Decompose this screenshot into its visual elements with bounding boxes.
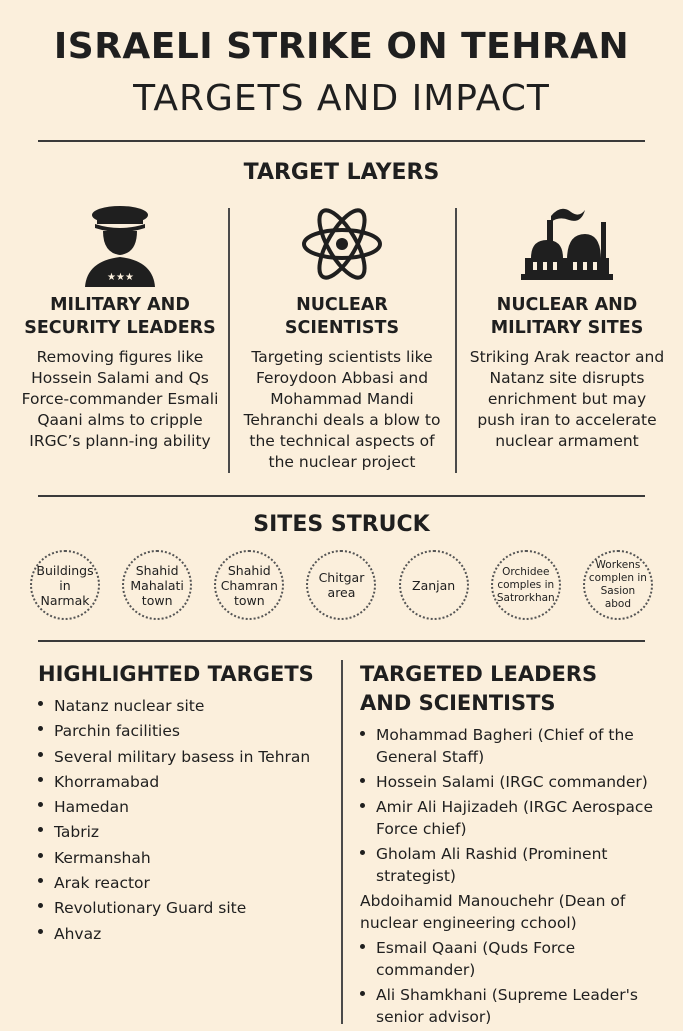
list-item: Several military basess in Tehran bbox=[38, 745, 338, 770]
list-item: Abdoihamid Manouchehr (Dean of nuclear engineering cchool) bbox=[360, 892, 626, 932]
sites-struck-heading: SITES STRUCK bbox=[253, 512, 430, 537]
title-line-1: ISRAELI STRIKE ON TEHRAN bbox=[53, 26, 630, 67]
column-divider-2 bbox=[455, 208, 457, 473]
list-item: Hossein Salami (IRGC commander) bbox=[360, 771, 660, 793]
site-circle: Chitgar area bbox=[306, 550, 376, 620]
highlighted-targets-list bbox=[38, 694, 338, 947]
site-circle: Buildings in Narmak bbox=[30, 550, 100, 620]
site-circle: Zanjan bbox=[399, 550, 469, 620]
sites-body: Striking Arak reactor and Natanz site disrupts enrichment but may push iran to accelerate nuclear armament bbox=[469, 348, 665, 450]
target-layer-military bbox=[15, 198, 225, 452]
scientists-body: Targeting scientists like Feroydoon Abbasi and Mohammad Mandi Tehranchi deals a blow to the technical aspects of the nuclear project bbox=[243, 348, 441, 471]
list-item: Ahvaz bbox=[38, 922, 338, 947]
list-item: Hamedan bbox=[38, 795, 338, 820]
list-item: Revolutionary Guard site bbox=[38, 896, 338, 921]
list-item: Khorramabad bbox=[38, 770, 338, 795]
targeted-leaders-heading bbox=[360, 660, 597, 718]
svg-text:★: ★ bbox=[107, 272, 116, 283]
divider-bottom bbox=[38, 640, 645, 642]
list-item: Mohammad Bagheri (Chief of the General Staff) bbox=[360, 724, 660, 768]
atom-icon bbox=[300, 202, 384, 286]
target-layer-scientists bbox=[237, 198, 447, 473]
scientists-heading-line-2: SCIENTISTS bbox=[284, 318, 400, 338]
sites-struck-list bbox=[30, 550, 653, 620]
list-item: Parchin facilities bbox=[38, 719, 338, 744]
highlighted-targets-heading: HIGHLIGHTED TARGETS bbox=[38, 662, 314, 686]
sites-heading-line-2: MILITARY SITES bbox=[490, 318, 644, 338]
military-body: Removing figures like Hossein Salami and Qs Force-commander Esmali Qaani alms to cripple IRGC’s plann-ing ability bbox=[21, 348, 219, 450]
target-layer-sites bbox=[462, 198, 672, 452]
site-circle: Shahid Mahalati town bbox=[122, 550, 192, 620]
military-heading-line-2: SECURITY LEADERS bbox=[24, 318, 216, 338]
divider-top bbox=[38, 140, 645, 142]
target-layers-heading: TARGET LAYERS bbox=[243, 160, 440, 185]
targeted-leaders-heading-line-2: AND SCIENTISTS bbox=[360, 691, 556, 715]
list-item: Tabriz bbox=[38, 820, 338, 845]
svg-text:★: ★ bbox=[125, 272, 134, 283]
list-item: Amir Ali Hajizadeh (IRGC Aerospace Force chief) bbox=[360, 796, 660, 840]
military-heading-line-1: MILITARY AND bbox=[50, 295, 190, 315]
list-item: Kermanshah bbox=[38, 846, 338, 871]
nuclear-facility-icon bbox=[517, 202, 617, 286]
list-item: Natanz nuclear site bbox=[38, 694, 338, 719]
sites-heading-line-1: NUCLEAR AND bbox=[496, 295, 638, 315]
list-item: Arak reactor bbox=[38, 871, 338, 896]
list-column-divider bbox=[341, 660, 343, 1024]
site-circle: Workens complen in Sasion abod bbox=[583, 550, 653, 620]
site-circle: Orchidee comples in Satrorkhan bbox=[491, 550, 561, 620]
military-officer-icon bbox=[77, 201, 163, 287]
targeted-leaders-list bbox=[360, 724, 660, 1031]
site-circle: Shahid Chamran town bbox=[214, 550, 284, 620]
list-item: Esmail Qaani (Quds Force commander) bbox=[360, 937, 660, 981]
list-item: Gholam Ali Rashid (Prominent strategist) bbox=[360, 843, 660, 887]
column-divider-1 bbox=[228, 208, 230, 473]
targeted-leaders-heading-line-1: TARGETED LEADERS bbox=[360, 662, 598, 686]
title-line-2: TARGETS AND IMPACT bbox=[133, 78, 550, 119]
svg-text:★: ★ bbox=[116, 272, 125, 283]
divider-middle bbox=[38, 495, 645, 497]
scientists-heading-line-1: NUCLEAR bbox=[296, 295, 388, 315]
list-item: Ali Shamkhani (Supreme Leader's senior advisor) bbox=[360, 984, 660, 1028]
